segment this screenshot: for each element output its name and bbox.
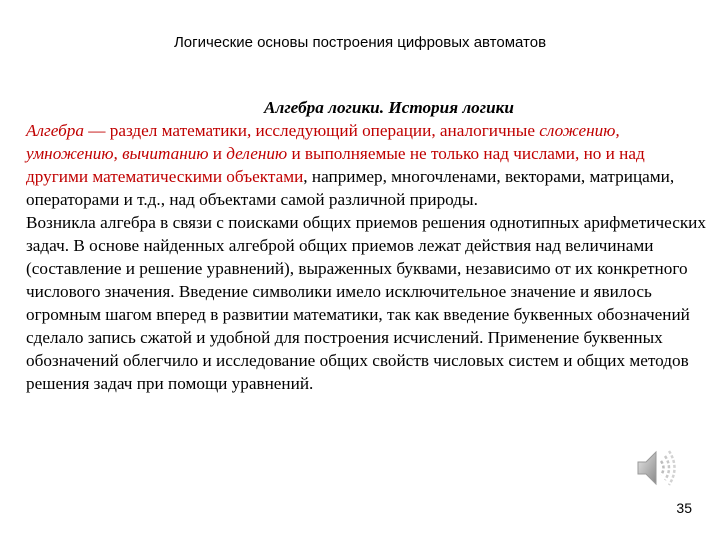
- term-algebra: Алгебра: [26, 121, 84, 140]
- conjunction-1: и: [208, 144, 227, 163]
- slide-header: Логические основы построения цифровых автоматов: [173, 34, 547, 51]
- division-text: делению: [226, 144, 288, 163]
- page-number: 35: [676, 500, 692, 516]
- definition-text: — раздел математики, исследующий операции, аналогичные: [83, 121, 540, 140]
- paragraph-definition: [26, 119, 710, 211]
- operations-text: сложению, умножению, вычитанию: [26, 121, 620, 163]
- definition-rest: , например, многочленами, векторами, матрицами, операторами и т.д., над объектами самой различной природы.: [26, 167, 675, 209]
- paragraph-history: Возникла алгебра в связи с поисками общих приемов решения однотипных арифметических задач. В основе найденных алгеброй общих приемов лежат действия над величинами (составление и решение уравнений), выраженных буквами, независимо от их конкретного числового значения. Введение символики имело исключительное значение и явилось огромным шагом вперед в развитии математики, так как введение буквенных обозначений сделало запись сжатой и удобной для построения исчислений. Применение буквенных обозначений облегчило и исследование общих свойств числовых систем и общих методов решения задач при помощи уравнений.: [26, 213, 706, 393]
- speaker-icon[interactable]: [632, 444, 680, 492]
- slide-body: [26, 96, 710, 395]
- definition-text-2: и выполняемые не только над числами, но и над другими математическими объектами: [26, 144, 645, 186]
- slide-title: Алгебра логики. История логики: [264, 98, 514, 117]
